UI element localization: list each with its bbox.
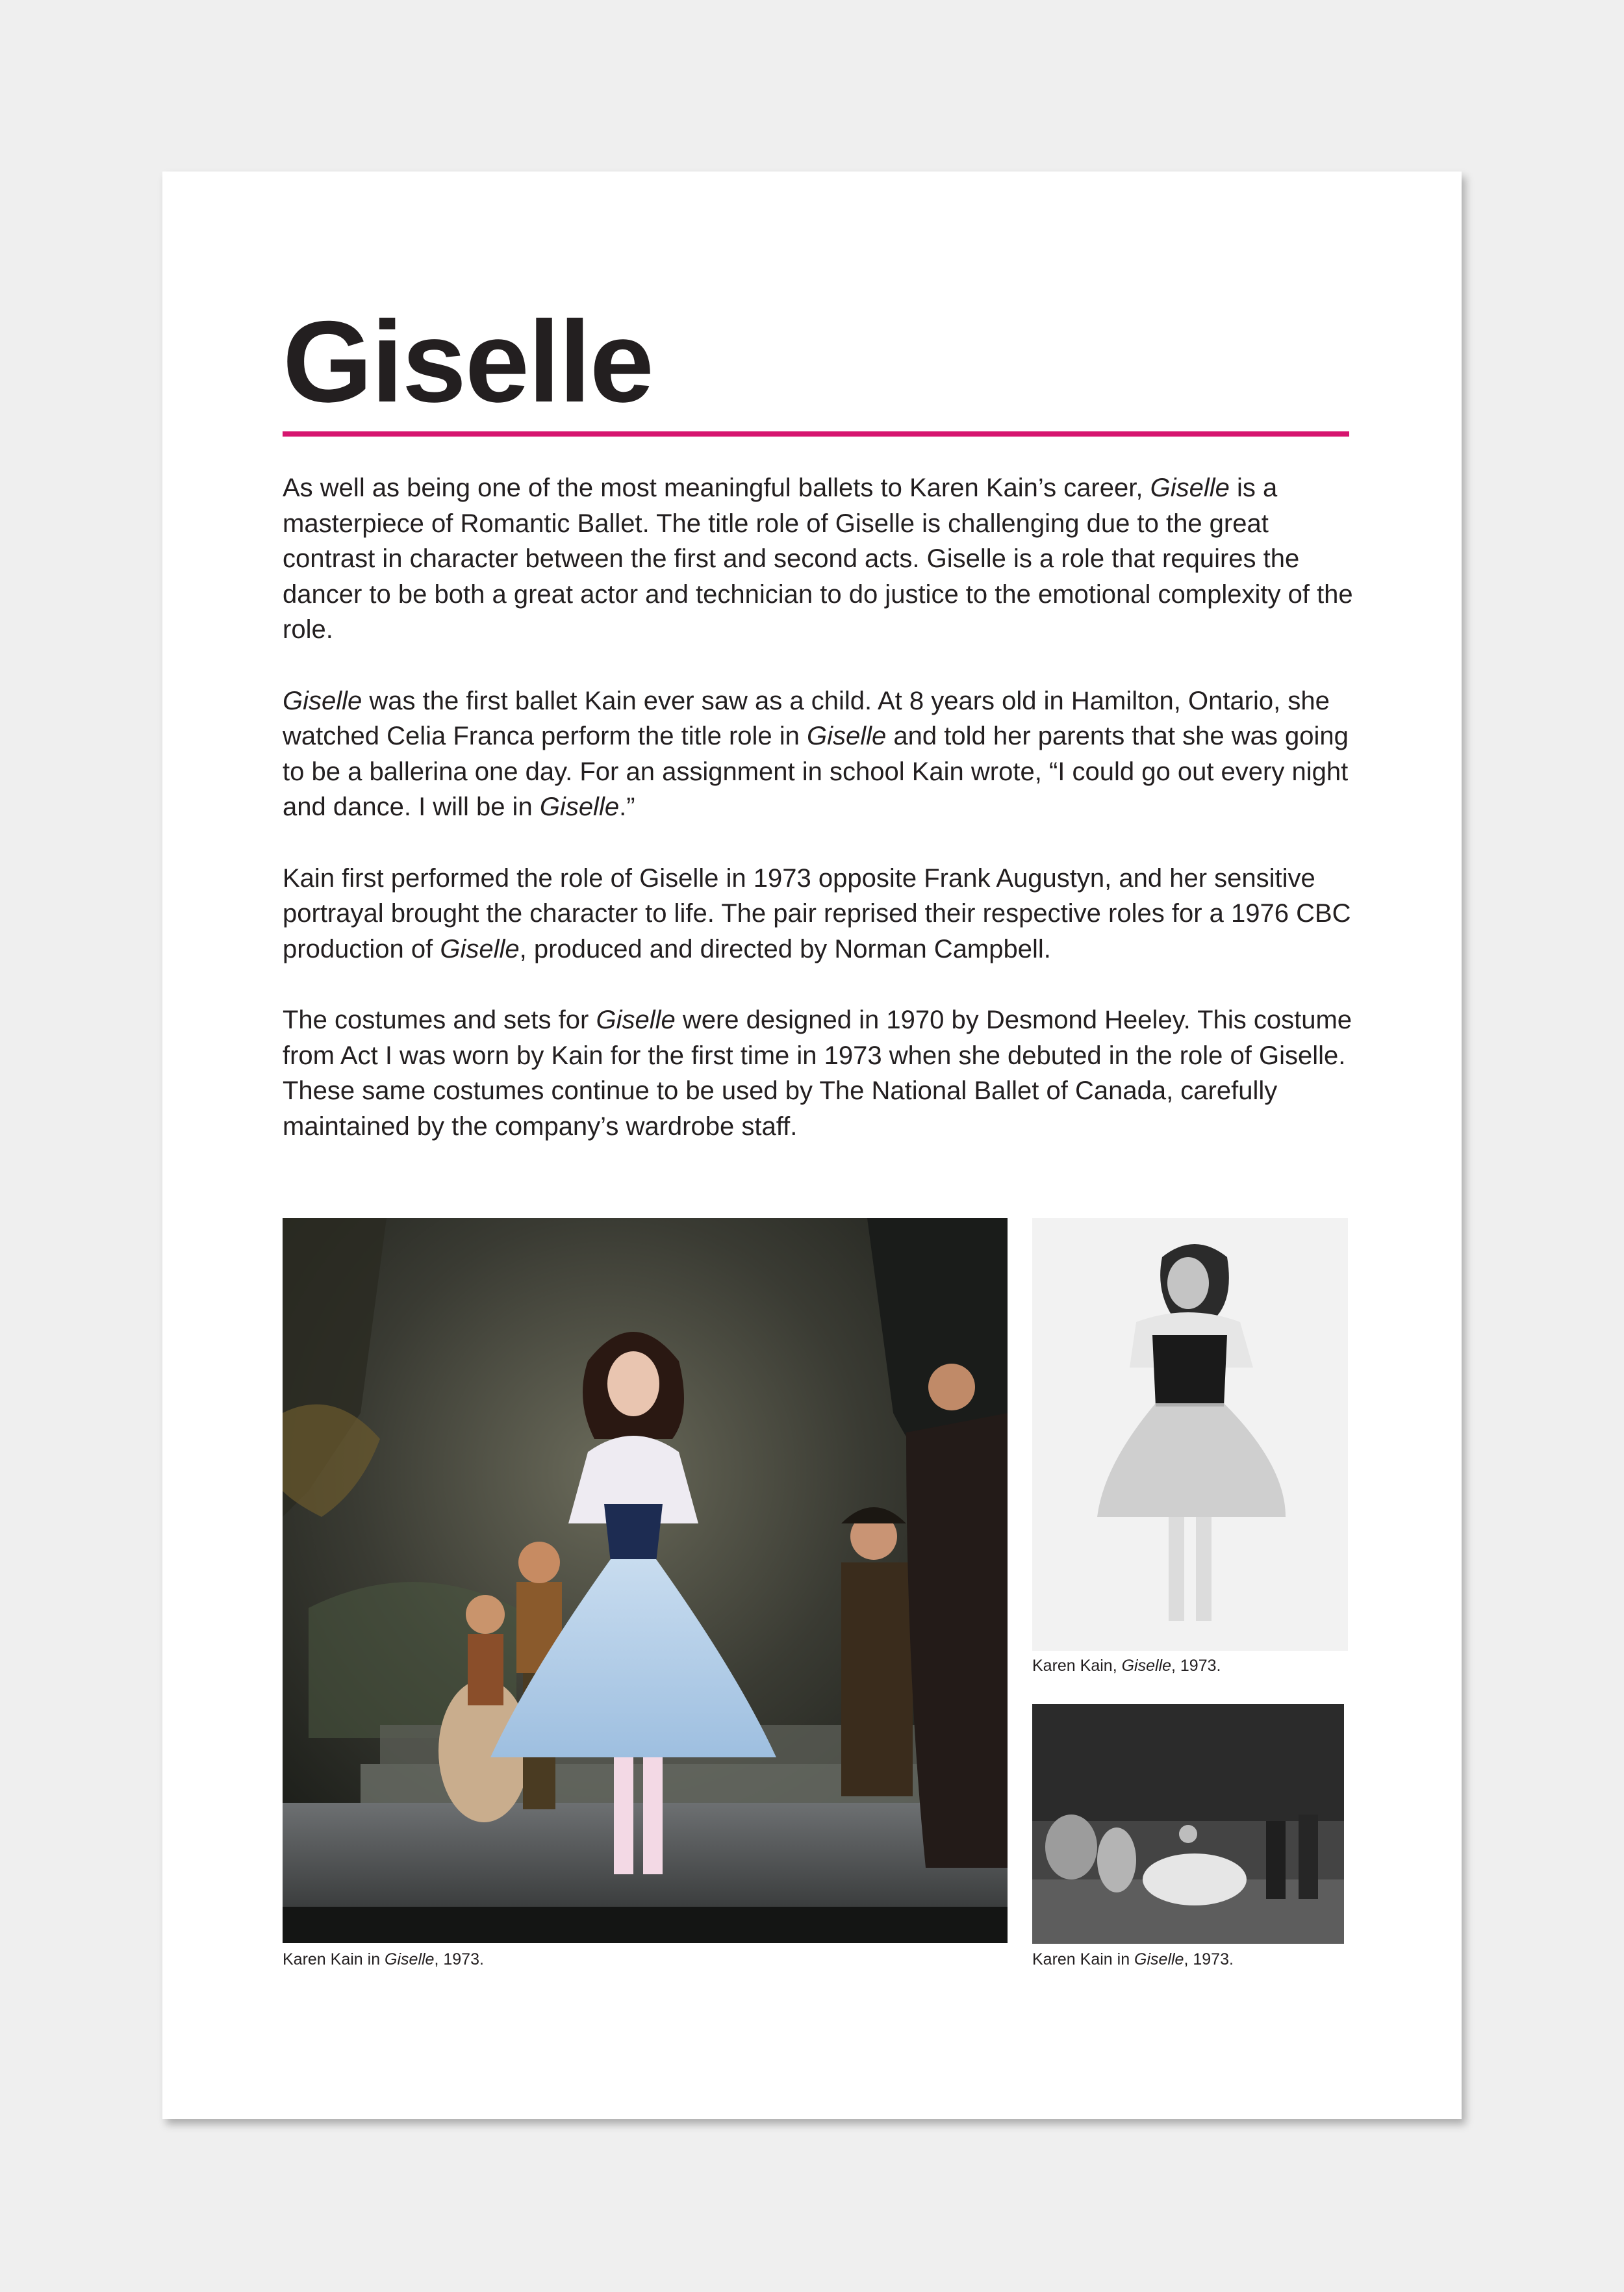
text-run: was the first ballet Kain ever saw as a child. At 8 years old in Hamilton, Ontario, she watched Celia Franca perform the title role in — [283, 686, 1330, 750]
italic-title-run: Giselle — [283, 686, 362, 715]
text-run: , produced and directed by Norman Campbell. — [519, 934, 1051, 963]
text-run: Karen Kain in — [1032, 1950, 1135, 1968]
italic-title-run: Giselle — [539, 793, 620, 821]
text-run: Karen Kain in — [283, 1950, 385, 1968]
page-title: Giselle — [283, 297, 653, 426]
text-run: Karen Kain, — [1032, 1657, 1122, 1675]
paragraph-1 — [283, 470, 1361, 648]
caption-stage-photo-bw — [1032, 1950, 1234, 1969]
paragraph-4 — [283, 1002, 1361, 1144]
text-run: Kain first performed the role of Giselle in 1973 opposite Frank Augustyn, and her sensitive portrayal brought the character to life. The pair reprised their respective roles for a 1976 CBC production of — [283, 863, 1351, 963]
text-run: As well as being one of the most meaningful ballets to Karen Kain’s career, — [283, 474, 1150, 502]
italic-title-run: Giselle — [807, 722, 887, 750]
caption-main-photo — [283, 1950, 484, 1969]
stage-photo-main — [283, 1218, 1008, 1943]
italic-title-run: Giselle — [385, 1950, 435, 1968]
italic-title-run: Giselle — [1150, 474, 1230, 502]
text-run: .” — [619, 793, 635, 821]
stage-photo-bw — [1032, 1704, 1344, 1944]
body-text — [283, 470, 1361, 1144]
text-run: , 1973. — [434, 1950, 484, 1968]
text-run: , 1973. — [1184, 1950, 1234, 1968]
text-run: is a masterpiece of Romantic Ballet. The title role of Giselle is challenging due to the great contrast in character between the first and second acts. Giselle is a role that requires the dancer to be both a great actor and technician to do justice to the emotional complexity of the role. — [283, 474, 1353, 644]
title-underline-rule — [283, 431, 1349, 437]
italic-title-run: Giselle — [1121, 1657, 1172, 1675]
caption-portrait-photo — [1032, 1656, 1221, 1675]
text-run: The costumes and sets for — [283, 1006, 596, 1034]
text-run: and told her parents that she was going to be a ballerina one day. For an assignment in school Kain wrote, “I could go out every night and dance. I will be in — [283, 722, 1349, 821]
italic-title-run: Giselle — [596, 1006, 676, 1034]
italic-title-run: Giselle — [440, 934, 520, 963]
text-run: , 1973. — [1171, 1657, 1221, 1675]
paragraph-3 — [283, 861, 1361, 967]
paragraph-2 — [283, 683, 1361, 825]
portrait-photo-bw — [1032, 1218, 1348, 1651]
italic-title-run: Giselle — [1134, 1950, 1184, 1968]
text-run: were designed in 1970 by Desmond Heeley. This costume from Act I was worn by Kain for the first time in 1973 when she debuted in the role of Giselle. These same costumes continue to be used by The National Ballet of Canada, carefully maintained by the company’s wardrobe staff. — [283, 1006, 1352, 1141]
